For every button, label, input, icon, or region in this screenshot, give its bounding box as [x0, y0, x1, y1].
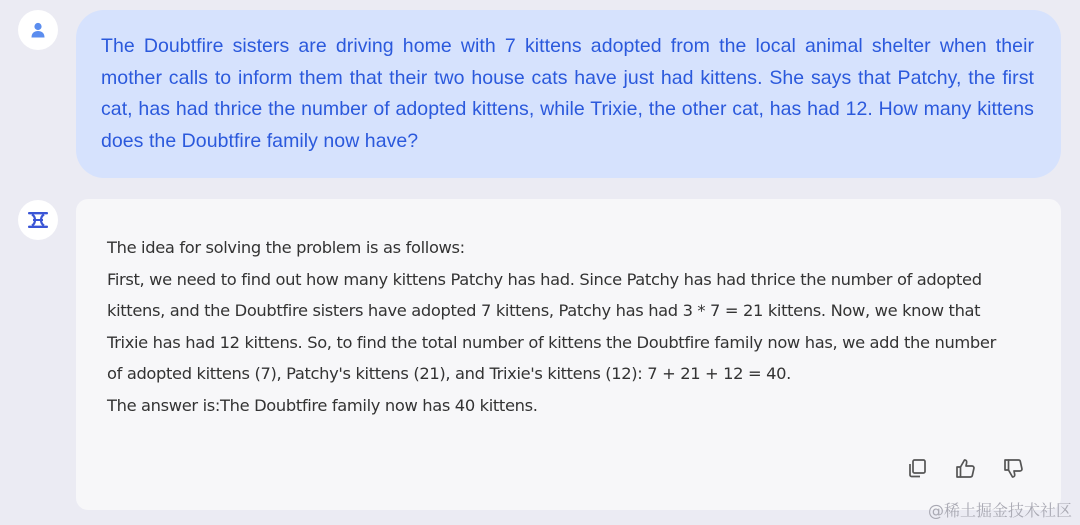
user-icon: [29, 21, 47, 39]
assistant-avatar: [18, 200, 58, 240]
user-message-bubble: [76, 10, 1061, 178]
user-message-text: The Doubtfire sisters are driving home with 7 kittens adopted from the local animal shelter when their mother calls to inform them that their two house cats have just had kittens. She says that Patchy, the first cat, has had thrice the number of adopted kittens, while Trixie, the other cat, has had 12. How many kittens does the Doubtfire family now have?: [101, 35, 1034, 152]
thumbs-up-button[interactable]: [953, 456, 977, 480]
assistant-message-line: The answer is:The Doubtfire family now has 40 kittens.: [107, 395, 538, 415]
user-avatar: [18, 10, 58, 50]
assistant-message-line: of adopted kittens (7), Patchy's kittens (21), and Trixie's kittens (12): 7 + 21 + 12 = 40.: [107, 364, 791, 383]
assistant-message-line: Trixie has had 12 kittens. So, to find the total number of kittens the Doubtfire family now has, we add the number: [107, 332, 996, 352]
assistant-message-card: [76, 199, 1061, 510]
thumbs-down-icon: [1003, 458, 1024, 479]
watermark: @稀土掘金技术社区: [927, 501, 1072, 520]
copy-icon: [907, 458, 927, 478]
message-actions: [905, 456, 1025, 480]
thumbs-up-icon: [955, 458, 976, 479]
assistant-message-line: First, we need to find out how many kittens Patchy has had. Since Patchy has had thrice the number of adopted: [107, 269, 982, 289]
copy-button[interactable]: [905, 456, 929, 480]
thumbs-down-button[interactable]: [1001, 456, 1025, 480]
assistant-message-line: The idea for solving the problem is as follows:: [107, 238, 465, 257]
bot-logo-icon: [27, 211, 49, 229]
assistant-message-body: [107, 232, 1031, 421]
assistant-message-line: kittens, and the Doubtfire sisters have adopted 7 kittens, Patchy has had 3 * 7 = 21 kittens. Now, we know that: [107, 301, 981, 320]
